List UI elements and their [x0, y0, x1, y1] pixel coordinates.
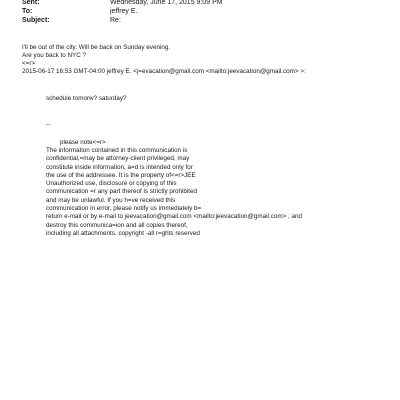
quote-header: 2015-06-17 16:53 GMT-04:00 jeffrey E. <j=evacation@gmail.com <mailto:jeevacation@gmail.com> >: — [22, 68, 306, 75]
notice-line: the use of the addressee. It is the property of<=r>JEE — [46, 171, 196, 179]
notice-line: confidential,=may be attorney-client privileged, may — [46, 155, 190, 163]
to-label: To: — [22, 8, 33, 15]
notice-line: return e-mail or by e-mail to jeevacation@gmail.com <mailto:jeevacation@gmail.com> , and — [46, 213, 303, 221]
sent-label: Sent: — [22, 0, 40, 6]
notice-line: destroy this communica=ion and all copies thereof, — [46, 221, 188, 229]
to-value[interactable]: jeffrey E. — [110, 8, 138, 15]
notice-line: constitute inside information, a=d is intended only for — [46, 163, 193, 171]
subject-label: Subject: — [22, 17, 50, 24]
notice-line: communication in error, please notify us immediately b= — [46, 205, 202, 213]
message-line-2: Are you back to NYC ? — [22, 52, 87, 59]
notice-line: and may be unlawful. If you h=ve received this — [46, 196, 176, 204]
sent-row — [22, 0, 223, 7]
subject-value: Re: — [110, 17, 121, 24]
quoted-text: schedule tomorw? saturday? — [46, 95, 127, 102]
notice-line: The information contained in this communication is — [46, 147, 188, 154]
sent-value: Wednesday, June 17, 2015 9:09 PM — [110, 0, 223, 6]
confidentiality-notice — [46, 147, 302, 238]
signature-separator: -- — [46, 121, 51, 128]
message-line-1: I'll be out of the city. Will be back on Sunday evening. — [22, 44, 171, 51]
message-line-3: <=r> — [22, 60, 36, 67]
to-row — [22, 7, 138, 16]
notice-line: Unauthorized use, disclosure or copying of this — [46, 180, 177, 188]
notice-line: communication =r any part thereof is strictly prohibited — [46, 188, 198, 196]
notice-title: please note<=r> — [60, 139, 106, 146]
notice-line: including all attachments. copyright -all r=ghts reserved — [46, 229, 200, 237]
subject-row — [22, 16, 121, 25]
